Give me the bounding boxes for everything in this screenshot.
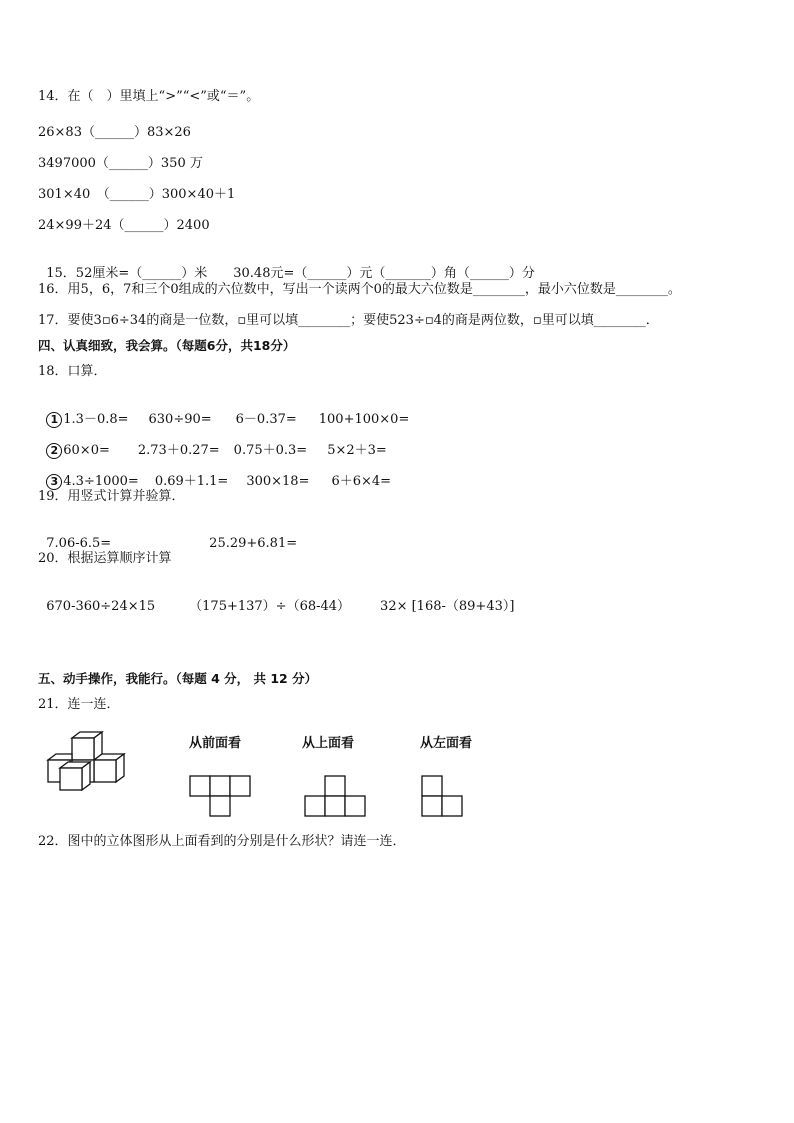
section-4-heading: 四、认真细致，我会算。（每题6分，共18分） bbox=[38, 338, 296, 353]
q18-expr: 60×0= bbox=[63, 443, 110, 458]
q20-expr: 670-360÷24×15 bbox=[46, 599, 156, 614]
q20-expr: （175+137）÷（68-44） bbox=[189, 599, 351, 614]
q18-expr: 100+100×0= bbox=[318, 412, 410, 427]
circled-number: 3 bbox=[46, 474, 62, 490]
q19-expr: 7.06-6.5= bbox=[46, 536, 112, 551]
q21-title: 21．连一连． bbox=[38, 697, 120, 712]
q18-expr: 6＋6×4= bbox=[331, 474, 392, 489]
q15-part1: 15．52厘米=（______）米 bbox=[46, 266, 208, 281]
q18-expr: 5×2＋3= bbox=[327, 443, 387, 458]
circled-number: 2 bbox=[46, 443, 62, 459]
q17: 17．要使3▫6÷34的商是一位数，▫里可以填________；要使523÷▫4的商是两位数，▫里可以填________． bbox=[38, 313, 659, 328]
q18-expr: 4.3÷1000= bbox=[63, 474, 139, 489]
q20-title: 20．根据运算顺序计算 bbox=[38, 551, 172, 566]
view-label-top: 从上面看 bbox=[302, 736, 355, 751]
q18-row-3 bbox=[38, 458, 391, 490]
cube-stack-figure bbox=[44, 730, 134, 800]
view-shape-front bbox=[189, 775, 251, 819]
q18-expr: 1.3－0.8= bbox=[63, 412, 129, 427]
q18-expr: 0.75＋0.3= bbox=[233, 443, 308, 458]
q14-item-2: 3497000（______）350 万 bbox=[38, 156, 203, 171]
q18-row-2 bbox=[38, 427, 387, 459]
q14-title: 14．在（ ）里填上“>”“<”或“＝”。 bbox=[38, 89, 260, 104]
q18-expr: 630÷90= bbox=[148, 412, 212, 427]
q18-expr: 300×18= bbox=[246, 474, 310, 489]
q20-items bbox=[38, 583, 514, 615]
q18-title: 18．口算． bbox=[38, 364, 107, 379]
view-label-left: 从左面看 bbox=[420, 736, 473, 751]
q15-part2: 30.48元=（______）元（_______）角（______）分 bbox=[233, 266, 535, 281]
circled-number: 1 bbox=[46, 412, 62, 428]
q14-item-4: 24×99＋24（______）2400 bbox=[38, 218, 210, 233]
view-shape-top bbox=[304, 775, 366, 819]
q22: 22．图中的立体图形从上面看到的分别是什么形状？请连一连． bbox=[38, 834, 406, 849]
q14-item-1: 26×83（______）83×26 bbox=[38, 125, 191, 140]
q18-expr: 2.73＋0.27= bbox=[137, 443, 220, 458]
view-label-front: 从前面看 bbox=[189, 736, 242, 751]
q19-title: 19．用竖式计算并验算． bbox=[38, 489, 185, 504]
q16: 16．用5，6，7和三个0组成的六位数中，写出一个读两个0的最大六位数是________，最小六位数是________。 bbox=[38, 282, 681, 297]
q20-expr: 32× [168-（89+43）] bbox=[380, 599, 515, 614]
q18-expr: 6－0.37= bbox=[235, 412, 297, 427]
q19-items bbox=[38, 520, 297, 552]
q19-expr: 25.29+6.81= bbox=[209, 536, 298, 551]
view-shape-left bbox=[421, 775, 465, 819]
q15-line bbox=[38, 250, 535, 282]
q18-expr: 0.69＋1.1= bbox=[154, 474, 229, 489]
q14-item-3: 301×40 （______）300×40＋1 bbox=[38, 187, 236, 202]
section-5-heading: 五、动手操作，我能行。（每题 4 分， 共 12 分） bbox=[38, 671, 318, 686]
q18-row-1 bbox=[38, 396, 409, 428]
